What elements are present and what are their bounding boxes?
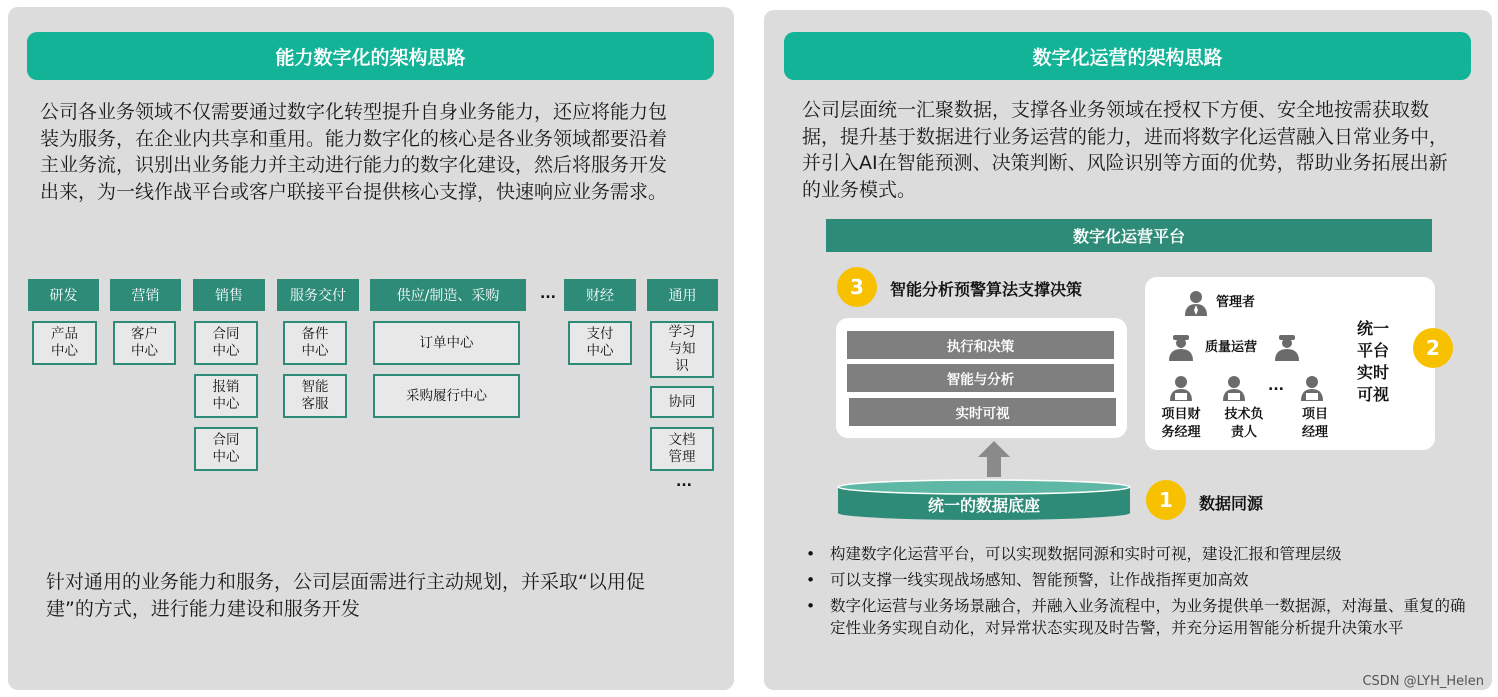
step1-circle: 1 <box>1146 480 1186 520</box>
general-ellipsis: ... <box>676 474 692 490</box>
box-reimburse-center: 报销 中心 <box>194 374 258 418</box>
dept-service: 服务交付 <box>277 279 359 311</box>
step2-circle: 2 <box>1413 328 1453 368</box>
box-spare-parts-center: 备件 中心 <box>283 321 347 365</box>
dept-marketing: 营销 <box>110 279 181 311</box>
box-payment-center: 支付 中心 <box>568 321 632 365</box>
layer-execution: 执行和决策 <box>847 331 1114 359</box>
left-paragraph: 公司各业务领域不仅需要通过数字化转型提升自身业务能力，还应将能力包装为服务，在企业内共享和重用。能力数字化的核心是各业务领域都要沿着主业务流，识别出业务能力并主动进行能力的数字化建设，然后将服务开发出来，为一线作战平台或客户联接平台提供核心支撑，快速响应业务需求。 <box>40 101 668 203</box>
bullet-item: • 构建数字化运营平台，可以实现数据同源和实时可视，建设汇报和管理层级 <box>806 543 1476 565</box>
left-panel-title: 能力数字化的架构思路 <box>27 32 714 80</box>
left-footer: 针对通用的业务能力和服务，公司层面需进行主动规划，并采取“以用促建”的方式，进行能力建设和服务开发 <box>46 571 645 620</box>
layer-intelligence: 智能与分析 <box>847 364 1114 392</box>
box-contract-center-2: 合同 中心 <box>194 427 258 471</box>
dept-supply: 供应/制造、采购 <box>370 279 526 311</box>
role-manager: 管理者 <box>1216 295 1256 310</box>
role-finance-manager: 项目财 务经理 <box>1161 407 1201 440</box>
data-base-label: 统一的数据底座 <box>927 496 1040 515</box>
bullet-item: • 数字化运营与业务场景融合，并融入业务流程中，为业务提供单一数据源，对海量、重复的确定性业务实现自动化，对异常状态实现及时告警，并充分运用智能分析提升决策水平 <box>806 595 1476 639</box>
dept-sales: 销售 <box>193 279 265 311</box>
quality-person-right-icon <box>1274 333 1300 361</box>
watermark: CSDN @LYH_Helen <box>1362 674 1484 689</box>
box-smart-service: 智能 客服 <box>283 374 347 418</box>
dept-rd: 研发 <box>28 279 99 311</box>
dept-finance: 财经 <box>564 279 636 311</box>
step1-label: 数据同源 <box>1199 494 1264 513</box>
pm-person-icon <box>1300 375 1324 401</box>
right-paragraph: 公司层面统一汇聚数据，支撑各业务领域在授权下方便、安全地按需获取数据，提升基于数据进行业务运营的能力，进而将数字化运营融入日常业务中，并引入AI在智能预测、决策判断、风险识别等方面的优势，帮助业务拓展出新的业务模式。 <box>802 99 1449 201</box>
box-product-center: 产品 中心 <box>32 321 97 365</box>
step3-label: 智能分析预警算法支撑决策 <box>890 280 1083 299</box>
finance-manager-person-icon <box>1169 375 1193 401</box>
box-order-center: 订单中心 <box>373 321 520 365</box>
dept-general: 通用 <box>647 279 718 311</box>
up-arrow-icon <box>978 441 1010 477</box>
role-tech-lead: 技术负 责人 <box>1224 407 1264 440</box>
tech-lead-person-icon <box>1222 375 1246 401</box>
box-document-mgmt: 文档 管理 <box>650 427 714 471</box>
bullet-item: • 可以支撑一线实现战场感知、智能预警，让作战指挥更加高效 <box>806 569 1476 591</box>
layer-realtime: 实时可视 <box>849 398 1116 426</box>
platform-bar: 数字化运营平台 <box>826 219 1432 252</box>
box-learning-knowledge: 学习 与知 识 <box>650 321 714 378</box>
role-quality: 质量运营 <box>1205 340 1258 355</box>
box-contract-center: 合同 中心 <box>194 321 258 365</box>
bullet-list <box>806 543 1476 643</box>
quality-person-left-icon <box>1168 333 1194 361</box>
manager-person-icon <box>1184 290 1208 316</box>
dept-ellipsis: ... <box>540 286 556 302</box>
step3-circle: 3 <box>837 267 877 307</box>
box-procurement-center: 采购履行中心 <box>373 374 520 418</box>
box-collaboration: 协同 <box>650 386 714 418</box>
role-pm: 项目 经理 <box>1301 407 1328 440</box>
step2-label: 统一 平台 实时 可视 <box>1357 319 1390 404</box>
right-panel-title: 数字化运营的架构思路 <box>784 32 1471 80</box>
roles-ellipsis: ... <box>1268 378 1284 394</box>
box-customer-center: 客户 中心 <box>113 321 176 365</box>
